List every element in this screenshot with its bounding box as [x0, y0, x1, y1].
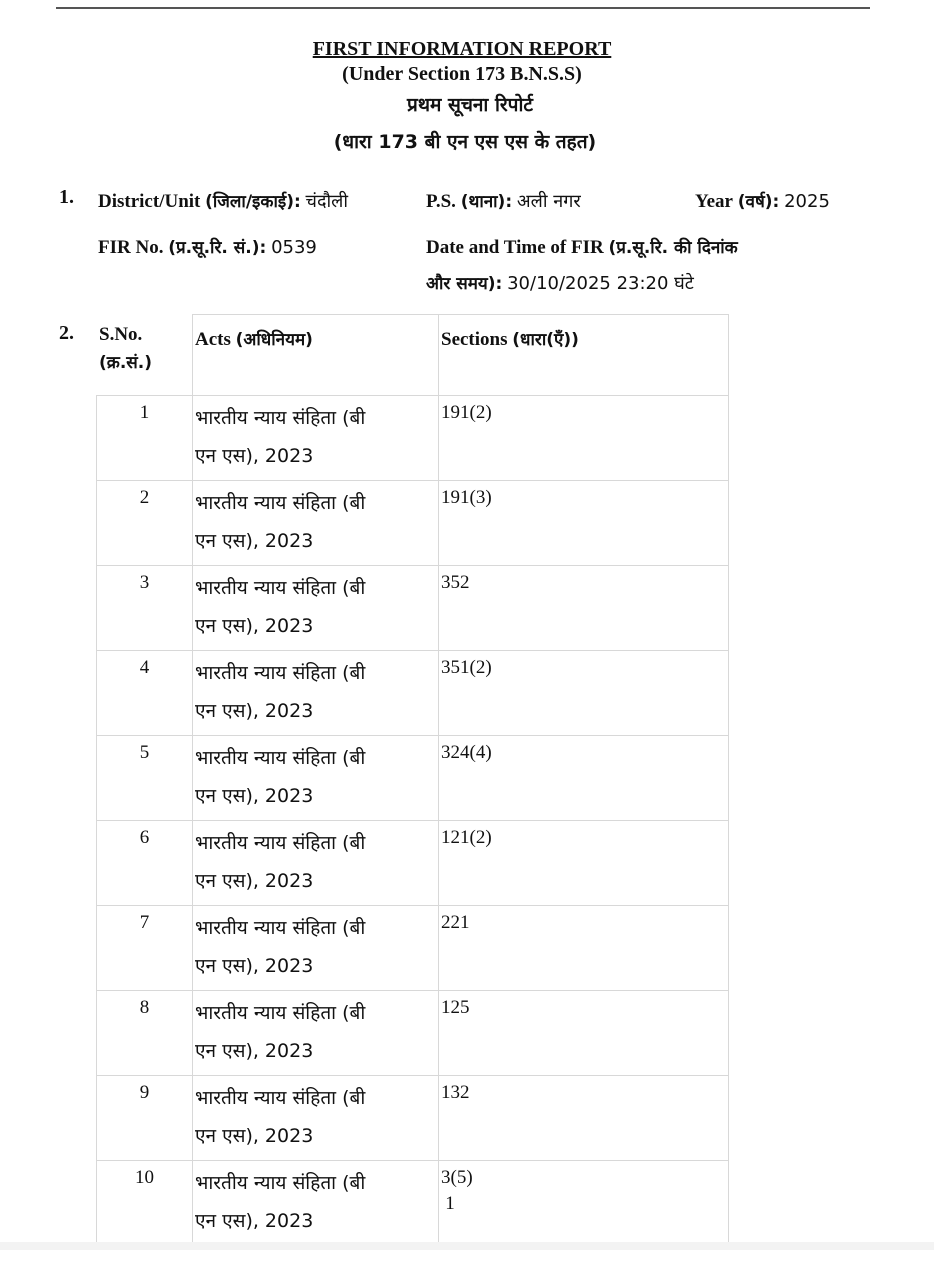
column-header-acts-en: Acts	[195, 329, 231, 350]
table-row	[97, 651, 729, 736]
act-cell	[193, 821, 439, 906]
top-divider	[56, 7, 870, 9]
police-station-label-en: P.S.	[426, 191, 456, 212]
act-name-line1: भारतीय न्याय संहिता (बी	[195, 832, 366, 854]
page-number: 1	[445, 1193, 455, 1214]
act-name-line2: एन एस), 2023	[195, 1125, 314, 1147]
fir-number-field	[98, 234, 317, 262]
year-value: 2025	[784, 191, 830, 212]
table-row	[97, 821, 729, 906]
act-name-line1: भारतीय न्याय संहिता (बी	[195, 407, 366, 429]
act-name-line2: एन एस), 2023	[195, 700, 314, 722]
column-header-sections	[439, 315, 729, 396]
column-header-sections-en: Sections	[441, 329, 508, 350]
act-cell	[193, 396, 439, 481]
fir-number-label-en: FIR No.	[98, 237, 164, 258]
table-row	[97, 396, 729, 481]
fir-datetime-label-hi-line1: (प्र.सू.रि. की दिनांक	[608, 238, 738, 258]
sno-cell: 8	[97, 991, 193, 1076]
table-row	[97, 736, 729, 821]
table-row	[97, 906, 729, 991]
act-name-line2: एन एस), 2023	[195, 785, 314, 807]
sno-cell: 6	[97, 821, 193, 906]
sno-cell: 4	[97, 651, 193, 736]
act-name-line2: एन एस), 2023	[195, 615, 314, 637]
section-cell: 352	[439, 566, 729, 651]
section-cell: 351(2)	[439, 651, 729, 736]
section-cell: 132	[439, 1076, 729, 1161]
district-field	[98, 188, 348, 216]
table-row	[97, 991, 729, 1076]
document-header	[0, 36, 924, 160]
act-name-line2: एन एस), 2023	[195, 530, 314, 552]
section-cell: 3(5)	[439, 1161, 729, 1246]
document-title-en: FIRST INFORMATION REPORT	[312, 38, 612, 60]
fir-datetime-label-en: Date and Time of FIR	[426, 237, 604, 258]
act-name-line1: भारतीय न्याय संहिता (बी	[195, 917, 366, 939]
year-label-en: Year	[695, 191, 733, 212]
police-station-label-hi: (थाना):	[460, 192, 513, 212]
sno-cell: 2	[97, 481, 193, 566]
act-name-line2: एन एस), 2023	[195, 445, 314, 467]
column-header-sections-hi: (धारा(एँ))	[512, 330, 579, 350]
column-header-sno-hi: (क्र.सं.)	[99, 353, 153, 373]
sno-cell: 10	[97, 1161, 193, 1246]
district-label-en: District/Unit	[98, 191, 201, 212]
year-label-hi: (वर्ष):	[737, 192, 780, 212]
table-header-row	[97, 315, 729, 396]
act-cell	[193, 1076, 439, 1161]
fir-number-value: 0539	[271, 237, 317, 258]
act-name-line1: भारतीय न्याय संहिता (बी	[195, 1002, 366, 1024]
section-cell: 125	[439, 991, 729, 1076]
sno-cell: 7	[97, 906, 193, 991]
section-cell: 324(4)	[439, 736, 729, 821]
fir-number-label-hi: (प्र.सू.रि. सं.):	[168, 238, 267, 258]
police-station-field	[426, 188, 581, 216]
section-2-number: 2.	[59, 322, 74, 344]
act-cell	[193, 651, 439, 736]
fir-datetime-field	[426, 234, 738, 262]
fir-datetime-label-hi-line2: और समय):	[426, 274, 503, 294]
police-station-value: अली नगर	[516, 191, 581, 212]
act-cell	[193, 736, 439, 821]
column-header-sno-en: S.No.	[99, 324, 143, 345]
document-subtitle-en: (Under Section 173 B.N.S.S)	[342, 63, 582, 85]
section-1-number: 1.	[59, 186, 74, 208]
sno-cell: 9	[97, 1076, 193, 1161]
document-title-hi: प्रथम सूचना रिपोर्ट	[407, 94, 533, 116]
sno-cell: 1	[97, 396, 193, 481]
section-cell: 191(3)	[439, 481, 729, 566]
year-field	[695, 188, 830, 216]
section-cell: 121(2)	[439, 821, 729, 906]
act-name-line1: भारतीय न्याय संहिता (बी	[195, 1172, 366, 1194]
document-subtitle-hi: (धारा 173 बी एन एस एस के तहत)	[333, 131, 597, 153]
fir-datetime-field-line2	[426, 270, 694, 298]
district-label-hi: (जिला/इकाई):	[205, 192, 301, 212]
act-name-line1: भारतीय न्याय संहिता (बी	[195, 747, 366, 769]
table-row	[97, 481, 729, 566]
act-name-line2: एन एस), 2023	[195, 870, 314, 892]
act-name-line2: एन एस), 2023	[195, 1040, 314, 1062]
act-name-line1: भारतीय न्याय संहिता (बी	[195, 577, 366, 599]
act-cell	[193, 906, 439, 991]
act-cell	[193, 481, 439, 566]
district-value: चंदौली	[305, 191, 349, 212]
section-cell: 221	[439, 906, 729, 991]
section-cell: 191(2)	[439, 396, 729, 481]
act-name-line1: भारतीय न्याय संहिता (बी	[195, 662, 366, 684]
sno-cell: 5	[97, 736, 193, 821]
column-header-acts-hi: (अधिनियम)	[235, 330, 313, 350]
fir-datetime-value: 30/10/2025 23:20 घंटे	[507, 273, 694, 294]
acts-sections-table	[96, 314, 729, 1246]
column-header-acts	[193, 315, 439, 396]
act-name-line1: भारतीय न्याय संहिता (बी	[195, 1087, 366, 1109]
table-row	[97, 1076, 729, 1161]
sno-cell: 3	[97, 566, 193, 651]
act-name-line1: भारतीय न्याय संहिता (बी	[195, 492, 366, 514]
page-bottom-band	[0, 1242, 934, 1250]
act-name-line2: एन एस), 2023	[195, 955, 314, 977]
column-header-sno	[97, 315, 193, 396]
table-row	[97, 566, 729, 651]
act-name-line2: एन एस), 2023	[195, 1210, 314, 1232]
act-cell	[193, 991, 439, 1076]
act-cell	[193, 566, 439, 651]
